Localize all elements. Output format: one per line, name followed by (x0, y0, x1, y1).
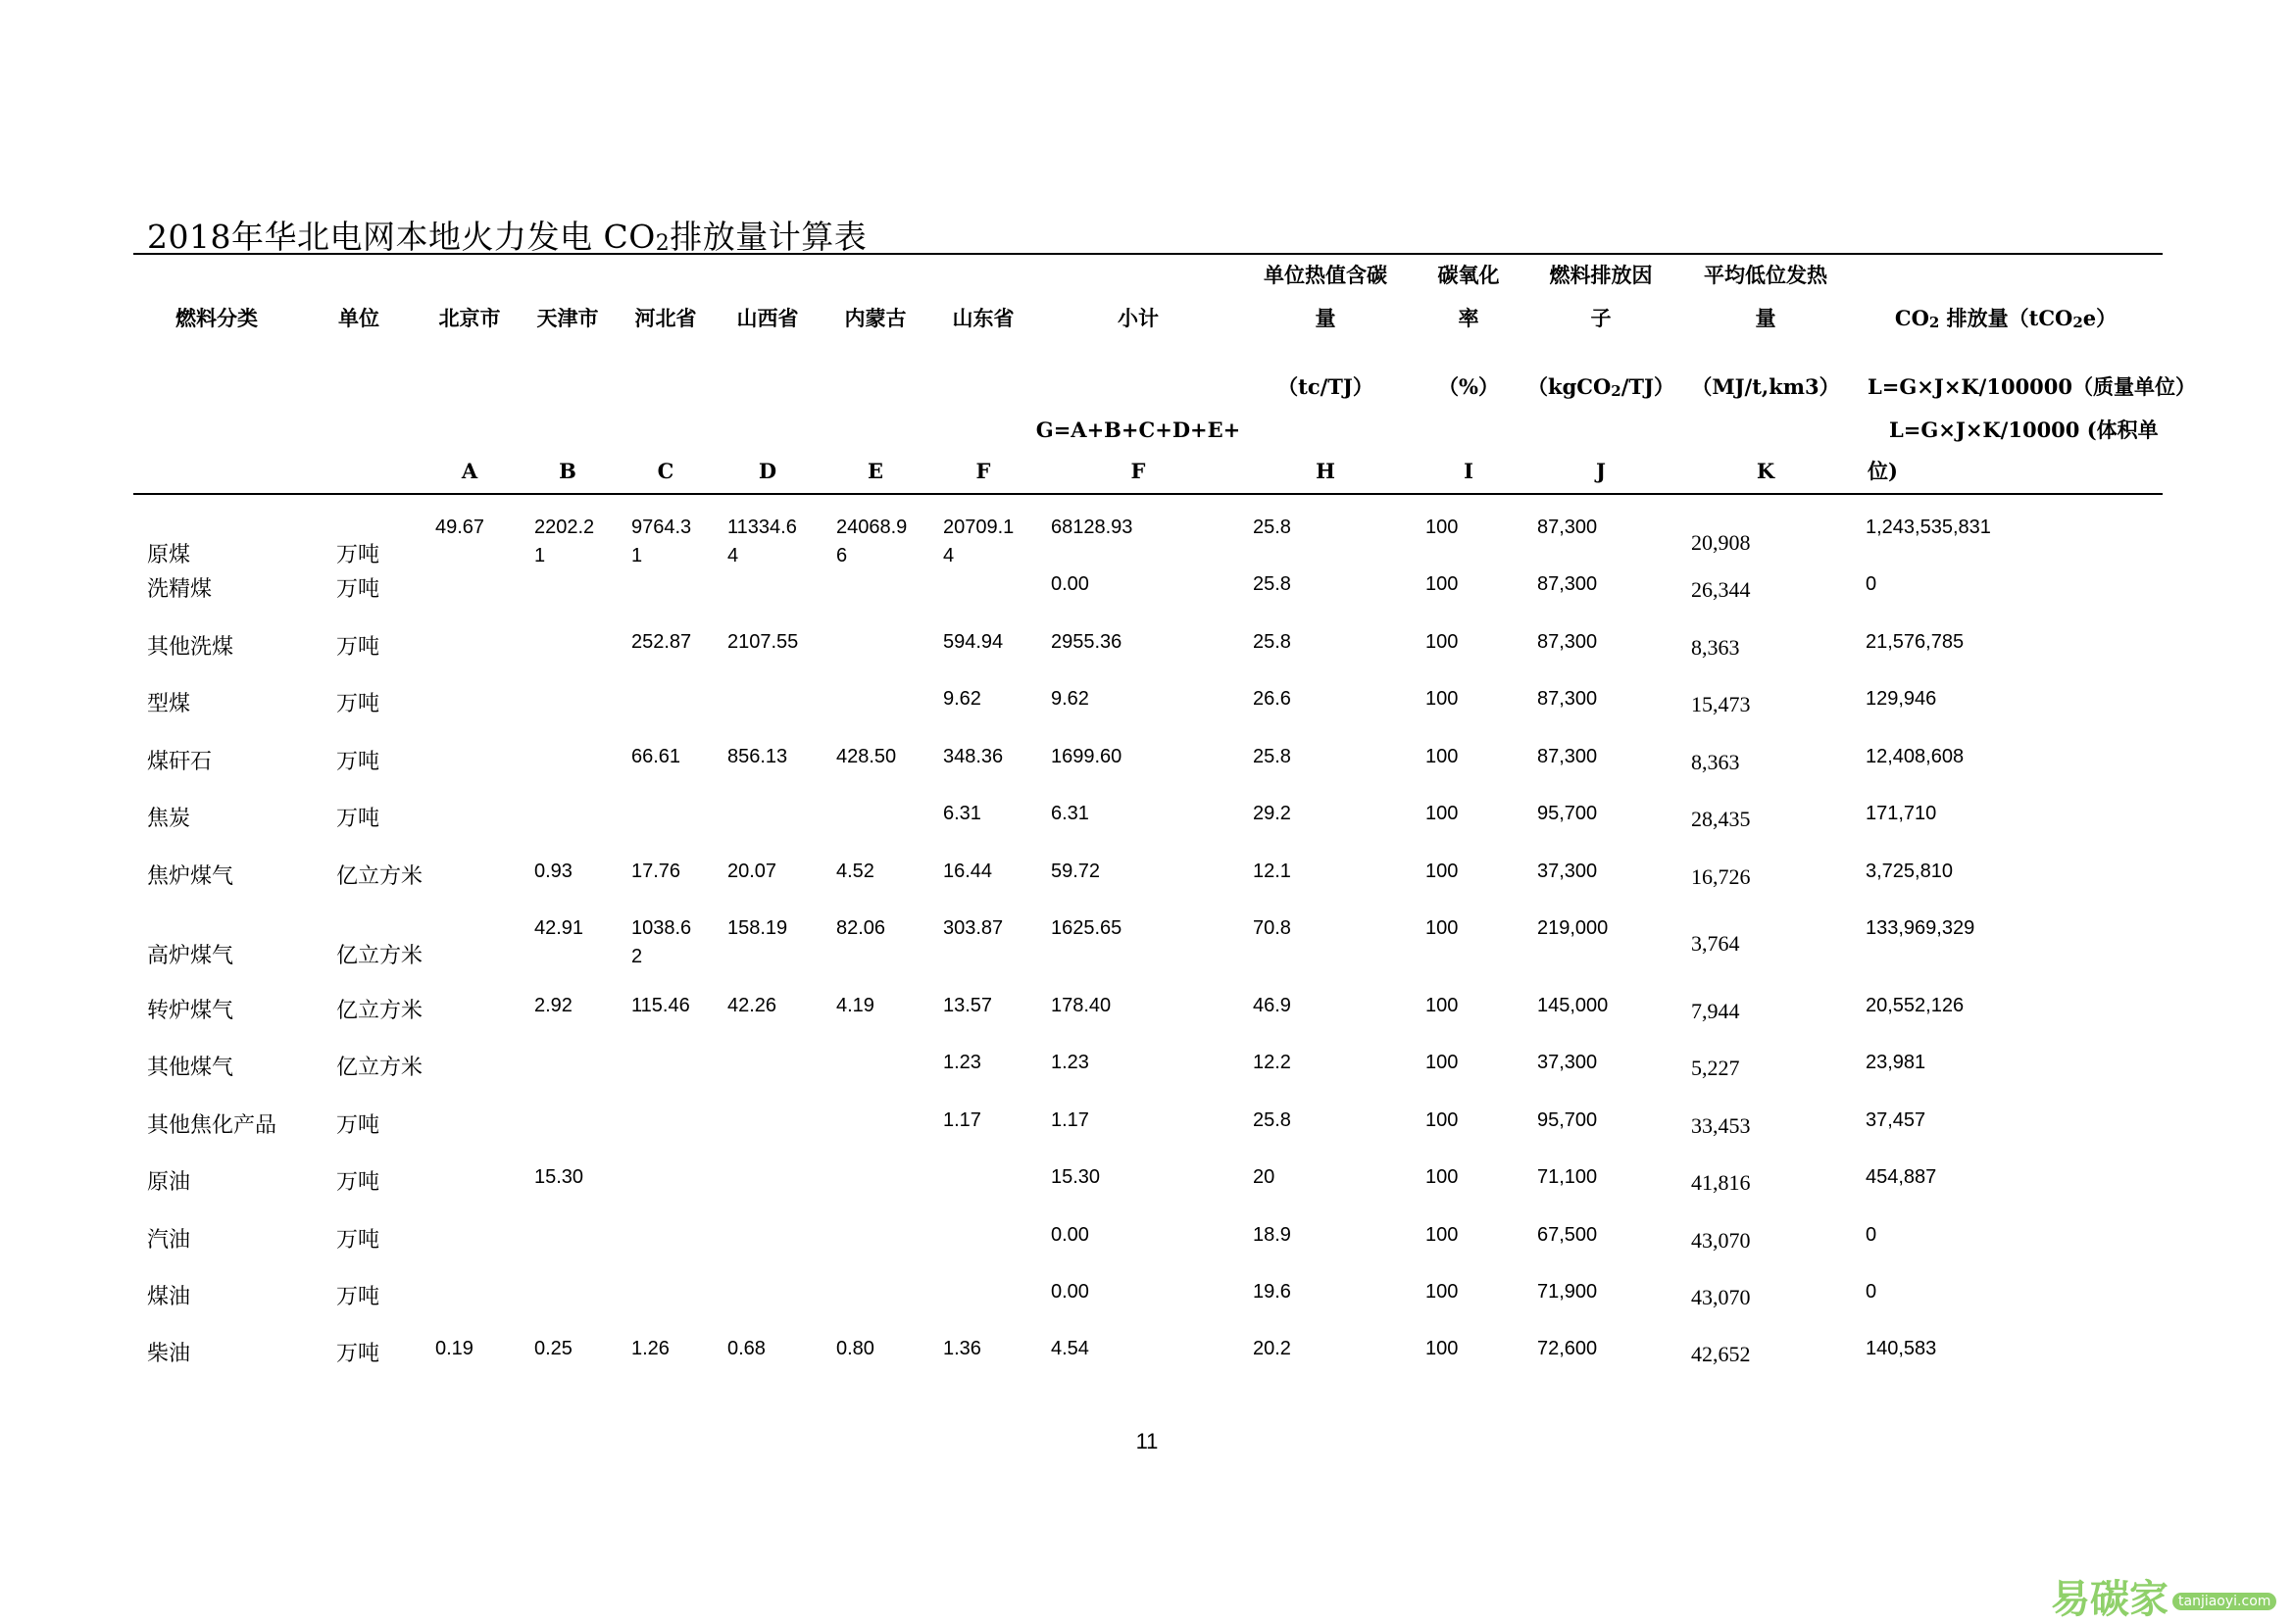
emission-factor-cell: 71,100 (1537, 1166, 1598, 1188)
co2-emission-cell: 0 (1866, 1224, 1877, 1246)
region-value-wrap-cell: 2 (631, 946, 643, 967)
unit-cell: 万吨 (336, 1170, 380, 1195)
oxidation-rate-cell: 100 (1425, 1224, 1459, 1246)
heating-value-cell: 8,363 (1691, 750, 1740, 774)
region-value-cell: 348.36 (943, 746, 1004, 767)
heating-value-cell: 43,070 (1691, 1285, 1751, 1309)
header-letter-subtotal: F (1130, 459, 1146, 483)
co2-emission-cell: 454,887 (1866, 1166, 1937, 1188)
subtotal-cell: 59.72 (1051, 861, 1101, 882)
region-value-cell: 0.68 (727, 1338, 766, 1359)
region-value-cell: 252.87 (631, 631, 692, 653)
header-letter-a: A (461, 459, 478, 483)
unit-cell: 万吨 (336, 1113, 380, 1138)
carbon-content-cell: 46.9 (1253, 995, 1291, 1016)
header-hebei: 河北省 (634, 306, 697, 330)
header-l-formula-mass: L=G×J×K/100000（质量单位） (1868, 374, 2197, 399)
region-value-cell: 0.19 (435, 1338, 474, 1359)
fuel-name-cell: 其他洗煤 (147, 635, 234, 660)
header-h-line2: 量 (1315, 306, 1336, 330)
fuel-name-cell: 原油 (147, 1170, 191, 1195)
fuel-name-cell: 其他焦化产品 (147, 1113, 277, 1138)
header-unit: 单位 (338, 306, 379, 330)
page-title: 2018年华北电网本地火力发电 $CO_2$排放量计算表 (147, 218, 868, 256)
oxidation-rate-cell: 100 (1425, 917, 1459, 939)
header-i-line2: 率 (1458, 306, 1479, 330)
unit-cell: 亿立方米 (336, 1056, 424, 1080)
region-value-cell: 0.93 (534, 861, 573, 882)
subtotal-cell: 1.23 (1051, 1052, 1089, 1073)
region-value-cell: 15.30 (534, 1166, 584, 1188)
oxidation-rate-cell: 100 (1425, 573, 1459, 595)
emission-factor-cell: 87,300 (1537, 573, 1598, 595)
co2-emission-cell: 129,946 (1866, 688, 1937, 710)
fuel-name-cell: 其他煤气 (147, 1056, 234, 1080)
region-value-cell: 24068.9 (836, 517, 908, 538)
co2-emission-cell: 37,457 (1866, 1109, 1926, 1131)
co2-emission-cell: 12,408,608 (1866, 746, 1965, 767)
header-g-formula: G=A+B+C+D+E+ (1035, 418, 1241, 442)
heating-value-cell: 16,726 (1691, 864, 1751, 889)
region-value-cell: 158.19 (727, 917, 788, 939)
carbon-content-cell: 26.6 (1253, 688, 1291, 710)
subtotal-cell: 0.00 (1051, 1224, 1089, 1246)
header-fuel: 燃料分类 (175, 306, 258, 330)
header-letter-d: D (758, 459, 777, 483)
region-value-cell: 1.17 (943, 1109, 981, 1131)
header-j-unit: （kgCO$_2$/TJ） (1527, 374, 1674, 400)
fuel-name-cell: 煤油 (147, 1285, 191, 1309)
emission-factor-cell: 95,700 (1537, 803, 1598, 824)
header-subtotal: 小计 (1118, 306, 1159, 330)
fuel-name-cell: 煤矸石 (147, 750, 213, 774)
emission-factor-cell: 72,600 (1537, 1338, 1598, 1359)
region-value-cell: 4.19 (836, 995, 874, 1016)
fuel-name-cell: 洗精煤 (147, 577, 213, 602)
region-value-cell: 42.91 (534, 917, 584, 939)
subtotal-cell: 68128.93 (1051, 517, 1133, 538)
carbon-content-cell: 25.8 (1253, 517, 1291, 538)
region-value-cell: 2107.55 (727, 631, 799, 653)
carbon-content-cell: 70.8 (1253, 917, 1291, 939)
header-l-title: $CO_2$ 排放量（tCO$_2$e） (1894, 306, 2118, 331)
carbon-content-cell: 29.2 (1253, 803, 1291, 824)
fuel-name-cell: 柴油 (147, 1342, 191, 1366)
carbon-content-cell: 20 (1253, 1166, 1275, 1188)
fuel-name-cell: 型煤 (147, 692, 191, 716)
carbon-content-cell: 25.8 (1253, 746, 1291, 767)
carbon-content-cell: 19.6 (1253, 1281, 1291, 1303)
co2-emission-cell: 0 (1866, 573, 1877, 595)
carbon-content-cell: 12.2 (1253, 1052, 1291, 1073)
unit-cell: 万吨 (336, 692, 380, 716)
oxidation-rate-cell: 100 (1425, 746, 1459, 767)
oxidation-rate-cell: 100 (1425, 631, 1459, 653)
region-value-cell: 9764.3 (631, 517, 692, 538)
co2-emission-cell: 171,710 (1866, 803, 1937, 824)
unit-cell: 万吨 (336, 1342, 380, 1366)
unit-cell: 万吨 (336, 577, 380, 602)
header-letter-j: J (1596, 459, 1606, 483)
emission-factor-cell: 87,300 (1537, 631, 1598, 653)
header-letter-c: C (657, 459, 674, 483)
region-value-cell: 11334.6 (727, 517, 797, 538)
oxidation-rate-cell: 100 (1425, 1109, 1459, 1131)
region-value-cell: 17.76 (631, 861, 681, 882)
unit-cell: 万吨 (336, 635, 380, 660)
region-value-cell: 0.80 (836, 1338, 874, 1359)
fuel-name-cell: 焦炉煤气 (147, 864, 234, 889)
heating-value-cell: 41,816 (1691, 1170, 1751, 1195)
region-value-cell: 0.25 (534, 1338, 573, 1359)
region-value-cell: 82.06 (836, 917, 886, 939)
co2-emission-cell: 1,243,535,831 (1866, 517, 1991, 538)
region-value-cell: 428.50 (836, 746, 897, 767)
fuel-name-cell: 转炉煤气 (147, 999, 234, 1023)
carbon-content-cell: 25.8 (1253, 1109, 1291, 1131)
fuel-name-cell: 焦炭 (147, 807, 191, 831)
emission-factor-cell: 219,000 (1537, 917, 1609, 939)
fuel-name-cell: 原煤 (147, 543, 191, 567)
unit-cell: 万吨 (336, 1228, 380, 1253)
carbon-content-cell: 25.8 (1253, 573, 1291, 595)
oxidation-rate-cell: 100 (1425, 995, 1459, 1016)
oxidation-rate-cell: 100 (1425, 803, 1459, 824)
region-value-cell: 16.44 (943, 861, 993, 882)
oxidation-rate-cell: 100 (1425, 861, 1459, 882)
heating-value-cell: 5,227 (1691, 1056, 1740, 1080)
oxidation-rate-cell: 100 (1425, 1052, 1459, 1073)
emission-factor-cell: 145,000 (1537, 995, 1609, 1016)
header-letter-e: E (867, 459, 884, 483)
header-l-formula-volume: L=G×J×K/10000 (体积单 (1889, 418, 2159, 442)
region-value-cell: 6.31 (943, 803, 981, 824)
subtotal-cell: 1699.60 (1051, 746, 1122, 767)
region-value-cell: 303.87 (943, 917, 1004, 939)
subtotal-cell: 0.00 (1051, 1281, 1089, 1303)
region-value-cell: 20.07 (727, 861, 777, 882)
header-letter-i: I (1464, 459, 1473, 483)
region-value-cell: 42.26 (727, 995, 777, 1016)
unit-cell: 亿立方米 (336, 944, 424, 968)
subtotal-cell: 1625.65 (1051, 917, 1122, 939)
header-bottom-rule (133, 493, 2163, 495)
header-j-line2: 子 (1590, 306, 1612, 330)
co2-emission-cell: 0 (1866, 1281, 1877, 1303)
region-value-cell: 856.13 (727, 746, 788, 767)
header-j-line1: 燃料排放因 (1549, 263, 1653, 287)
header-shandong: 山东省 (952, 306, 1015, 330)
emission-factor-cell: 87,300 (1537, 688, 1598, 710)
oxidation-rate-cell: 100 (1425, 1338, 1459, 1359)
region-value-cell: 13.57 (943, 995, 993, 1016)
emission-factor-cell: 95,700 (1537, 1109, 1598, 1131)
emission-factor-cell: 71,900 (1537, 1281, 1598, 1303)
header-beijing: 北京市 (438, 306, 501, 330)
co2-emission-cell: 23,981 (1866, 1052, 1926, 1073)
oxidation-rate-cell: 100 (1425, 1281, 1459, 1303)
header-i-line1: 碳氧化 (1437, 263, 1500, 287)
subtotal-cell: 178.40 (1051, 995, 1112, 1016)
emission-factor-cell: 87,300 (1537, 746, 1598, 767)
fuel-name-cell: 高炉煤气 (147, 944, 234, 968)
co2-emission-cell: 3,725,810 (1866, 861, 1953, 882)
header-k-line1: 平均低位发热 (1704, 263, 1827, 287)
emission-factor-cell: 87,300 (1537, 517, 1598, 538)
emission-factor-cell: 37,300 (1537, 1052, 1598, 1073)
region-value-cell: 2.92 (534, 995, 573, 1016)
unit-cell: 万吨 (336, 750, 380, 774)
heating-value-cell: 33,453 (1691, 1113, 1751, 1138)
heating-value-cell: 26,344 (1691, 577, 1751, 602)
heating-value-cell: 42,652 (1691, 1342, 1751, 1366)
header-k-line2: 量 (1755, 306, 1776, 330)
region-value-cell: 2202.2 (534, 517, 595, 538)
fuel-name-cell: 汽油 (147, 1228, 191, 1253)
subtotal-cell: 15.30 (1051, 1166, 1101, 1188)
unit-cell: 亿立方米 (336, 864, 424, 889)
heating-value-cell: 43,070 (1691, 1228, 1751, 1253)
region-value-cell: 1038.6 (631, 917, 692, 939)
header-l-formula-volume-cont: 位) (1868, 459, 1898, 483)
region-value-cell: 49.67 (435, 517, 485, 538)
heating-value-cell: 3,764 (1691, 931, 1740, 956)
heating-value-cell: 8,363 (1691, 635, 1740, 660)
oxidation-rate-cell: 100 (1425, 517, 1459, 538)
co2-emission-cell: 21,576,785 (1866, 631, 1965, 653)
region-value-wrap-cell: 4 (727, 545, 739, 566)
co2-emission-cell: 20,552,126 (1866, 995, 1965, 1016)
header-shanxi: 山西省 (736, 306, 799, 330)
carbon-content-cell: 12.1 (1253, 861, 1291, 882)
co2-emission-cell: 140,583 (1866, 1338, 1937, 1359)
subtotal-cell: 1.17 (1051, 1109, 1089, 1131)
region-value-cell: 115.46 (631, 995, 690, 1016)
region-value-wrap-cell: 4 (943, 545, 955, 566)
region-value-cell: 9.62 (943, 688, 981, 710)
emission-factor-cell: 37,300 (1537, 861, 1598, 882)
unit-cell: 万吨 (336, 807, 380, 831)
region-value-wrap-cell: 1 (534, 545, 546, 566)
region-value-wrap-cell: 6 (836, 545, 848, 566)
region-value-cell: 20709.1 (943, 517, 1015, 538)
header-letter-h: H (1316, 459, 1335, 483)
header-letter-b: B (559, 459, 576, 483)
header-tianjin: 天津市 (536, 306, 599, 330)
carbon-content-cell: 18.9 (1253, 1224, 1291, 1246)
subtotal-cell: 6.31 (1051, 803, 1089, 824)
unit-cell: 万吨 (336, 1285, 380, 1309)
region-value-cell: 1.26 (631, 1338, 670, 1359)
subtotal-cell: 2955.36 (1051, 631, 1122, 653)
heating-value-cell: 15,473 (1691, 692, 1751, 716)
page-number: 11 (1135, 1429, 1159, 1453)
region-value-cell: 66.61 (631, 746, 681, 767)
watermark-logo: 易碳家 tanjiaoyi.com (2051, 1568, 2276, 1624)
heating-value-cell: 20,908 (1691, 530, 1751, 555)
header-letter-f: F (975, 459, 991, 483)
subtotal-cell: 9.62 (1051, 688, 1089, 710)
region-value-cell: 594.94 (943, 631, 1004, 653)
region-value-wrap-cell: 1 (631, 545, 643, 566)
header-h-unit: （tc/TJ） (1277, 374, 1373, 399)
heating-value-cell: 7,944 (1691, 999, 1740, 1023)
header-k-unit: （MJ/t,km3） (1691, 374, 1840, 399)
header-neimenggu: 内蒙古 (844, 306, 907, 330)
header-i-unit: （%） (1438, 374, 1499, 399)
oxidation-rate-cell: 100 (1425, 1166, 1459, 1188)
table-top-rule (133, 253, 2163, 255)
heating-value-cell: 28,435 (1691, 807, 1751, 831)
emission-factor-cell: 67,500 (1537, 1224, 1598, 1246)
region-value-cell: 4.52 (836, 861, 874, 882)
co2-emission-cell: 133,969,329 (1866, 917, 1975, 939)
header-h-line1: 单位热值含碳 (1264, 263, 1387, 287)
unit-cell: 亿立方米 (336, 999, 424, 1023)
region-value-cell: 1.36 (943, 1338, 981, 1359)
header-letter-k: K (1756, 459, 1775, 483)
oxidation-rate-cell: 100 (1425, 688, 1459, 710)
carbon-content-cell: 25.8 (1253, 631, 1291, 653)
subtotal-cell: 4.54 (1051, 1338, 1089, 1359)
region-value-cell: 1.23 (943, 1052, 981, 1073)
unit-cell: 万吨 (336, 543, 380, 567)
carbon-content-cell: 20.2 (1253, 1338, 1291, 1359)
subtotal-cell: 0.00 (1051, 573, 1089, 595)
